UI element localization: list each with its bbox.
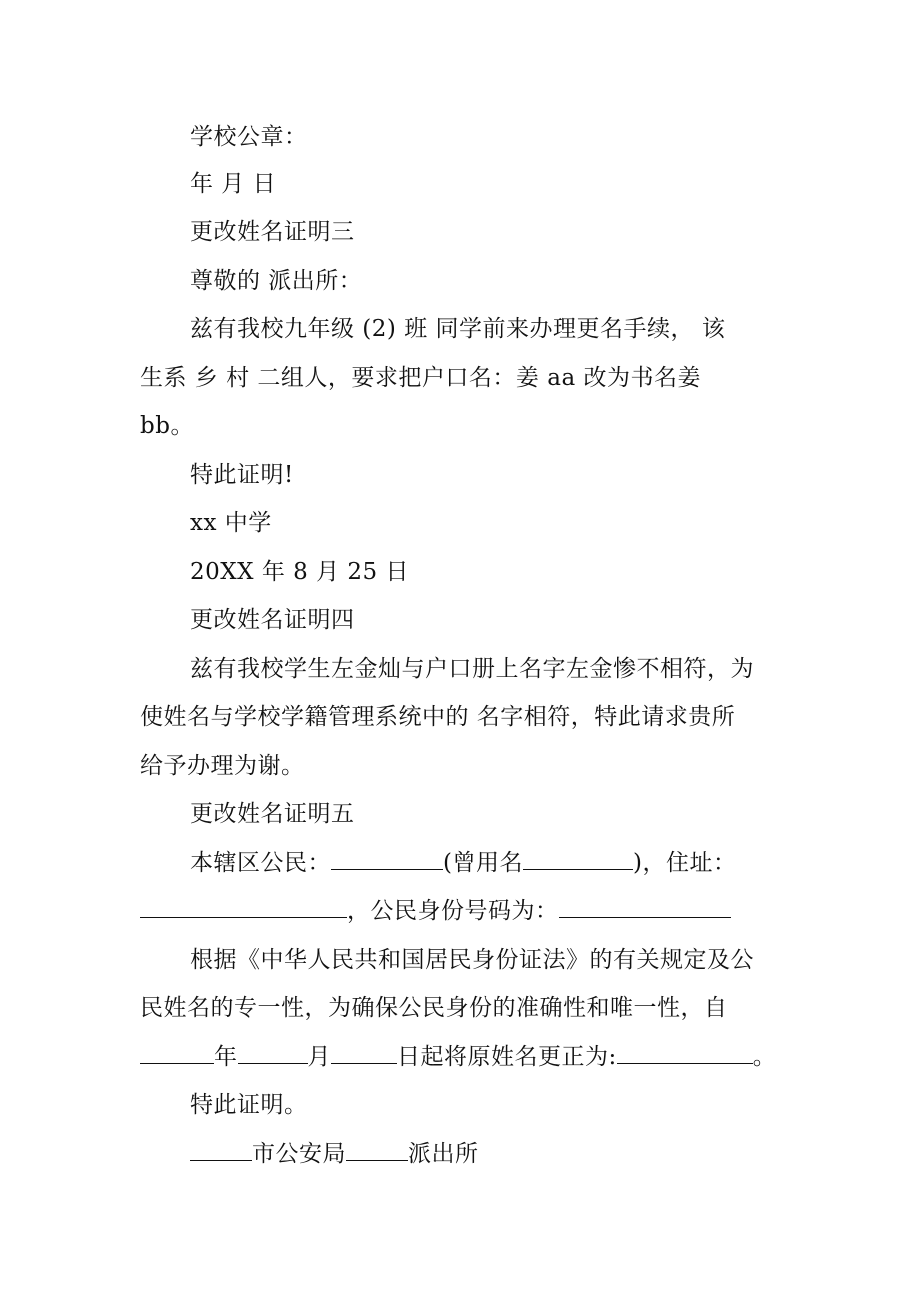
salutation: 尊敬的 派出所：	[190, 268, 363, 294]
station-blank	[346, 1138, 408, 1161]
paragraph-line: 给予办理为谢。	[140, 753, 305, 779]
id-label: ，公民身份号码为：	[347, 898, 559, 924]
paragraph-line: 生系 乡 村 二组人，要求把户口名：姜 aa 改为书名姜	[140, 365, 701, 391]
station-label: 派出所	[408, 1141, 479, 1167]
month-blank	[238, 1041, 308, 1064]
certify-text: 特此证明!	[190, 462, 294, 488]
section-title-5: 更改姓名证明五	[190, 801, 355, 827]
date-line	[140, 1041, 776, 1073]
certify-text: 特此证明。	[190, 1092, 308, 1118]
paragraph-line: 兹有我校九年级 (2) 班 同学前来办理更名手续， 该	[190, 316, 726, 342]
citizen-label: 本辖区公民：	[190, 850, 331, 876]
day-clause: 日起将原姓名更正为:	[397, 1044, 617, 1070]
section-title-4: 更改姓名证明四	[190, 607, 355, 633]
citizen-line	[190, 847, 736, 879]
former-name-blank	[523, 847, 633, 870]
day-blank	[331, 1041, 397, 1064]
address-blank	[140, 895, 347, 918]
month-label: 月	[307, 1044, 331, 1070]
id-number-blank	[559, 895, 731, 918]
new-name-blank	[617, 1041, 753, 1064]
former-name-open: (曾用名	[443, 850, 523, 876]
police-signature-line	[190, 1138, 479, 1170]
city-blank	[190, 1138, 252, 1161]
city-bureau: 市公安局	[252, 1141, 346, 1167]
date-placeholder: 年 月 日	[190, 171, 277, 197]
year-blank	[140, 1041, 214, 1064]
paragraph-line: 根据《中华人民共和国居民身份证法》的有关规定及公	[190, 947, 754, 973]
signature-date: 20XX 年 8 月 25 日	[190, 559, 409, 585]
name-blank	[331, 847, 443, 870]
former-name-close: )，住址：	[632, 850, 737, 876]
period: 。	[752, 1044, 777, 1070]
school-seal-label: 学校公章：	[190, 124, 308, 150]
paragraph-line: 兹有我校学生左金灿与户口册上名字左金惨不相符，为	[190, 656, 754, 682]
school-name: xx 中学	[190, 510, 272, 536]
paragraph-line: 民姓名的专一性，为确保公民身份的准确性和唯一性，自	[140, 995, 728, 1021]
paragraph-line: 使姓名与学校学籍管理系统中的 名字相符，特此请求贵所	[140, 704, 736, 730]
paragraph-line: bb。	[140, 413, 194, 439]
section-title-3: 更改姓名证明三	[190, 219, 355, 245]
id-line	[140, 895, 731, 927]
year-label: 年	[214, 1044, 238, 1070]
